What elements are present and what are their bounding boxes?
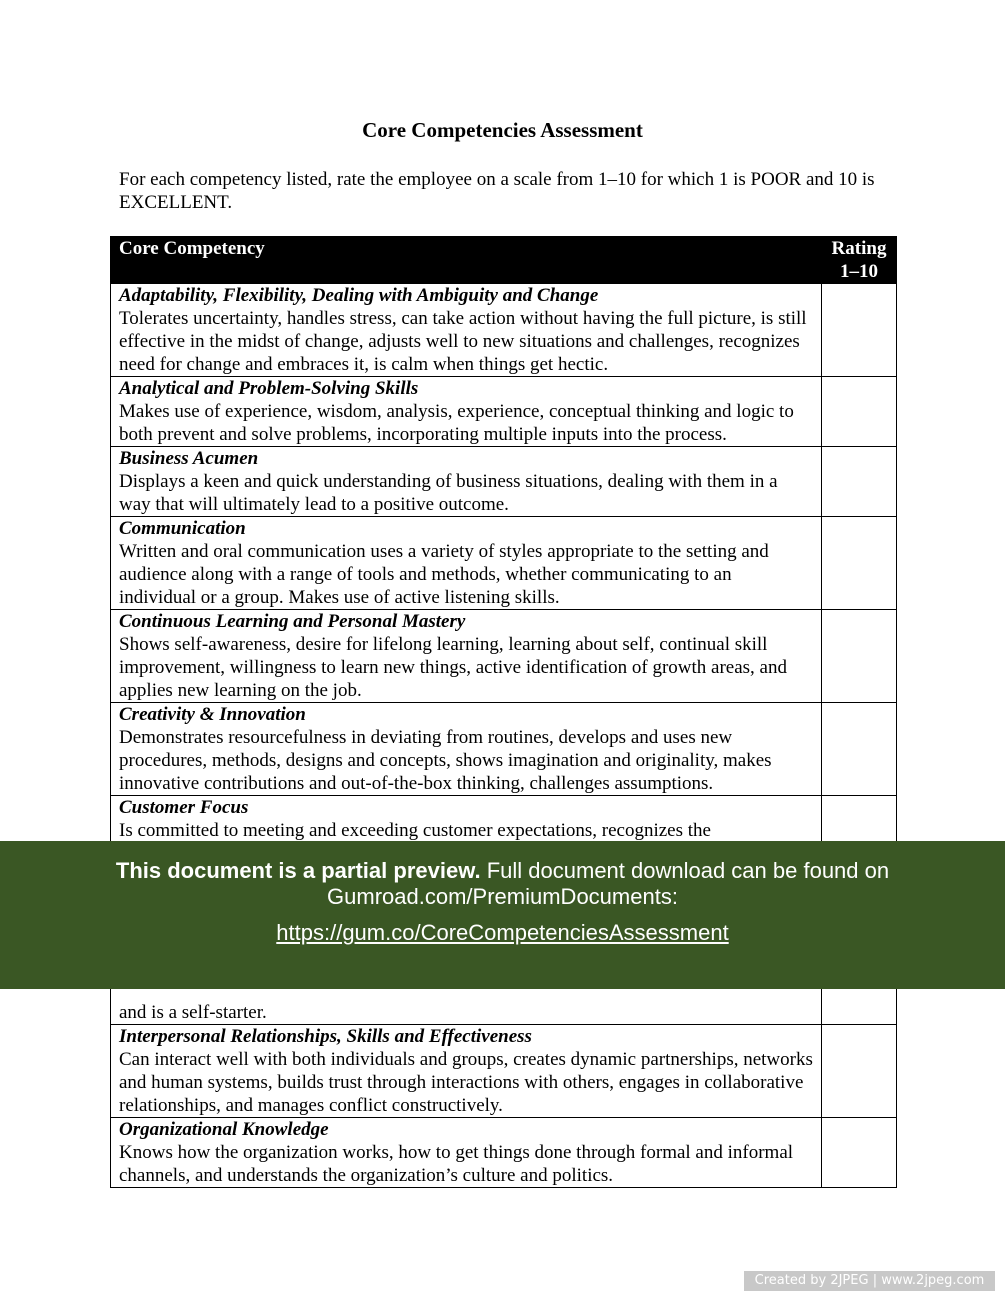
table-row: [111, 517, 897, 610]
competency-description: Is committed to meeting and exceeding customer expectations, recognizes the: [119, 820, 711, 841]
table-row: [111, 447, 897, 517]
competency-description: Shows self-awareness, desire for lifelong learning, learning about self, continual skill improvement, willingness to learn new things, active identification of growth areas, and applies new learning on the job.: [119, 634, 787, 701]
competency-cell: [111, 1118, 822, 1188]
competency-cell: [111, 377, 822, 447]
intro-text: For each competency listed, rate the employee on a scale from 1–10 for which 1 is POOR and 10 is EXCELLENT.: [119, 169, 875, 213]
competency-cell: [111, 517, 822, 610]
header-competency: Core Competency: [111, 237, 822, 284]
competency-cell: [111, 703, 822, 796]
competency-description: Written and oral communication uses a variety of styles appropriate to the setting and audience along with a range of tools and methods, whether communicating to an individual or a group. Makes use of active listening skills.: [119, 541, 769, 608]
table-row: [111, 1025, 897, 1118]
competency-title: Communication: [119, 518, 246, 539]
rating-input-cell[interactable]: [822, 447, 897, 517]
competency-description: Displays a keen and quick understanding of business situations, dealing with them in a way that will ultimately lead to a positive outcome.: [119, 471, 778, 515]
rating-input-cell[interactable]: [822, 1118, 897, 1188]
table-row: [111, 377, 897, 447]
competency-title: Continuous Learning and Personal Mastery: [119, 611, 466, 632]
watermark: Created by 2JPEG | www.2jpeg.com: [744, 1271, 995, 1291]
competency-cell: [111, 610, 822, 703]
competency-description: Can interact well with both individuals and groups, creates dynamic partnerships, networks and human systems, builds trust through interactions with others, engages in collaborative relationships, and manages conflict constructively.: [119, 1049, 813, 1116]
competency-title: Interpersonal Relationships, Skills and Effectiveness: [119, 1026, 532, 1047]
competency-title: Creativity & Innovation: [119, 704, 306, 725]
preview-banner: [0, 841, 1005, 989]
table-row: [111, 284, 897, 377]
competency-description: Makes use of experience, wisdom, analysis, experience, conceptual thinking and logic to both prevent and solve problems, incorporating multiple inputs into the process.: [119, 401, 794, 445]
competency-description: Tolerates uncertainty, handles stress, can take action without having the full picture, is still effective in the midst of change, adjusts well to new situations and challenges, recognizes need for change and embraces it, is calm when things get hectic.: [119, 308, 807, 375]
banner-text: Full document download can be found on Gumroad.com/PremiumDocuments:: [327, 858, 890, 909]
competency-title: Customer Focus: [119, 797, 249, 818]
table-row: [111, 1118, 897, 1188]
header-rating: Rating 1–10: [822, 237, 897, 284]
rating-input-cell[interactable]: [822, 1025, 897, 1118]
competency-description: Knows how the organization works, how to get things done through formal and informal channels, and understands the organization’s culture and politics.: [119, 1142, 794, 1186]
rating-input-cell[interactable]: [822, 703, 897, 796]
competency-title: Adaptability, Flexibility, Dealing with Ambiguity and Change: [119, 285, 599, 306]
competency-cell: [111, 284, 822, 377]
competency-table: [110, 236, 897, 1188]
rating-input-cell[interactable]: [822, 377, 897, 447]
banner-link[interactable]: https://gum.co/CoreCompetenciesAssessment: [276, 920, 729, 945]
competency-cell: [111, 447, 822, 517]
competency-cell: [111, 1025, 822, 1118]
competency-title: Analytical and Problem-Solving Skills: [119, 378, 419, 399]
page-title: Core Competencies Assessment: [362, 118, 643, 142]
competency-description: and is a self-starter.: [119, 1002, 267, 1023]
rating-input-cell[interactable]: [822, 284, 897, 377]
rating-input-cell[interactable]: [822, 610, 897, 703]
table-row: [111, 703, 897, 796]
banner-bold: This document is a partial preview.: [115, 858, 481, 883]
competency-title: Organizational Knowledge: [119, 1119, 329, 1140]
competency-description: Demonstrates resourcefulness in deviating from routines, develops and uses new procedures, methods, designs and concepts, shows imagination and originality, makes innovative contributions and out-of-the-box thinking, challenges assumptions.: [119, 727, 772, 794]
competency-title: Business Acumen: [119, 448, 259, 469]
table-row: [111, 610, 897, 703]
rating-input-cell[interactable]: [822, 517, 897, 610]
